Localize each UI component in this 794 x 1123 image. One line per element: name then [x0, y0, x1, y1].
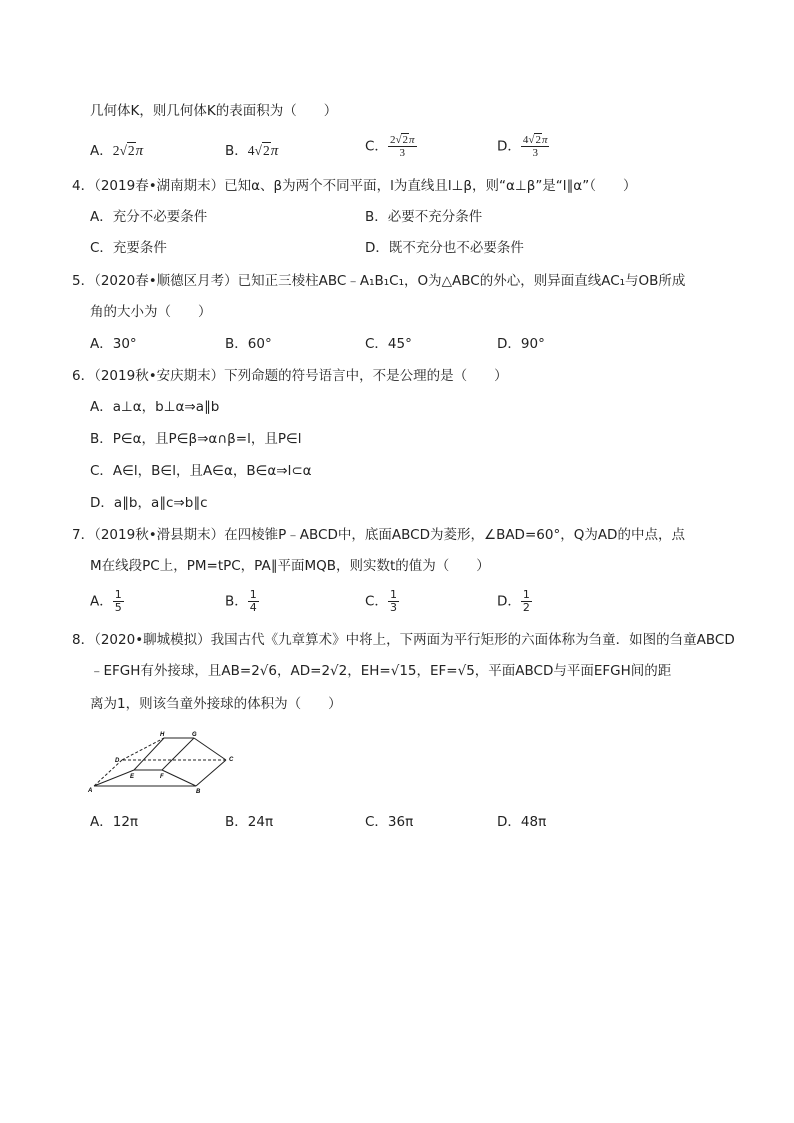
q4-option-b[interactable]: B．必要不充分条件 [365, 209, 483, 225]
q3-stem-tail: 几何体K，则几何体K的表面积为（ ） [90, 103, 338, 119]
q5-option-a[interactable]: A．30° [90, 336, 137, 352]
fraction: $\frac{1}{3}$ [389, 588, 397, 614]
q6-option-a[interactable]: A．a⊥α，b⊥α⇒a∥b [90, 399, 220, 415]
q6-stem: 6．（2019秋•安庆期末）下列命题的符号语言中，不是公理的是（ ） [72, 368, 508, 384]
label-c: C [229, 757, 234, 763]
q7-stem-line-2: M在线段PC上，PM=tPC，PA∥平面MQB，则实数t的值为（ ） [90, 558, 490, 574]
q5-stem-line-1: 5．（2020春•顺德区月考）已知正三棱柱ABC﹣A₁B₁C₁，O为△ABC的外心，则异面直线AC₁与OB所成 [72, 273, 686, 289]
label-h: H [160, 732, 165, 738]
edge-bc [196, 760, 226, 786]
q5-option-d[interactable]: D．90° [497, 336, 545, 352]
label-d: D [115, 758, 120, 764]
q6-option-d[interactable]: D．a∥b，a∥c⇒b∥c [90, 495, 208, 511]
q4-stem: 4．（2019春•湖南期末）已知α、β为两个不同平面，l为直线且l⊥β，则“α⊥β”是“l∥α”（ ） [72, 178, 637, 194]
edge-fg [162, 738, 194, 770]
q8-option-d[interactable]: D．48π [497, 814, 547, 830]
q7-option-a[interactable]: A． $\frac{1}{5}$ [90, 588, 122, 614]
q3-option-a[interactable]: A．2√2π [90, 143, 144, 159]
q8-option-c[interactable]: C．36π [365, 814, 414, 830]
q8-frustum-figure [86, 726, 236, 796]
fraction: $\frac{1}{5}$ [114, 588, 122, 614]
q7-option-d[interactable]: D． $\frac{1}{2}$ [497, 588, 530, 614]
label-g: G [192, 732, 197, 738]
label-f: F [160, 774, 164, 780]
label-b: B [196, 789, 201, 795]
q4-option-a[interactable]: A．充分不必要条件 [90, 209, 208, 225]
q8-stem-line-3: 离为1，则该刍童外接球的体积为（ ） [90, 696, 342, 712]
label-e: E [130, 774, 135, 780]
q7-stem-line-1: 7．（2019秋•滑县期末）在四棱锥P﹣ABCD中，底面ABCD为菱形，∠BAD=60°，Q为AD的中点，点 [72, 527, 685, 543]
q5-stem-line-2: 角的大小为（ ） [90, 304, 212, 320]
q5-option-b[interactable]: B．60° [225, 336, 272, 352]
edge-ae [94, 770, 134, 786]
q8-option-a[interactable]: A．12π [90, 814, 139, 830]
q4-option-c[interactable]: C．充要条件 [90, 240, 167, 256]
q7-option-b[interactable]: B． $\frac{1}{4}$ [225, 588, 257, 614]
q3-option-b[interactable]: B．4√2π [225, 143, 279, 159]
edge-dh-hidden [122, 738, 164, 760]
q7-option-c[interactable]: C． $\frac{1}{3}$ [365, 588, 397, 614]
q3-option-d[interactable]: D． $\frac{4√2\pi}{3}$ [497, 134, 548, 159]
edge-cg [194, 738, 226, 760]
fraction: $\frac{1}{4}$ [249, 588, 257, 614]
q4-option-d[interactable]: D．既不充分也不必要条件 [365, 240, 524, 256]
label-a: A [88, 788, 93, 794]
edge-he [134, 738, 164, 770]
q8-stem-line-2: ﹣EFGH有外接球，且AB=2√6，AD=2√2，EH=√15，EF=√5，平面ABCD与平面EFGH间的距 [90, 663, 672, 679]
q6-option-c[interactable]: C．A∈l，B∈l，且A∈α，B∈α⇒l⊂α [90, 463, 312, 479]
fraction: $\frac{1}{2}$ [522, 588, 530, 614]
q6-option-b[interactable]: B．P∈α，且P∈β⇒α∩β=l，且P∈l [90, 431, 302, 447]
q8-option-b[interactable]: B．24π [225, 814, 274, 830]
q3-option-c[interactable]: C． $\frac{2√2\pi}{3}$ [365, 134, 415, 159]
q5-option-c[interactable]: C．45° [365, 336, 412, 352]
fraction: $\frac{4√2\pi}{3}$ [522, 134, 548, 159]
fraction: $\frac{2√2\pi}{3}$ [389, 134, 415, 159]
q8-stem-line-1: 8．（2020•聊城模拟）我国古代《九章算术》中将上，下两面为平行矩形的六面体称为刍童．如图的刍童ABCD [72, 632, 735, 648]
edge-bf [162, 770, 196, 786]
